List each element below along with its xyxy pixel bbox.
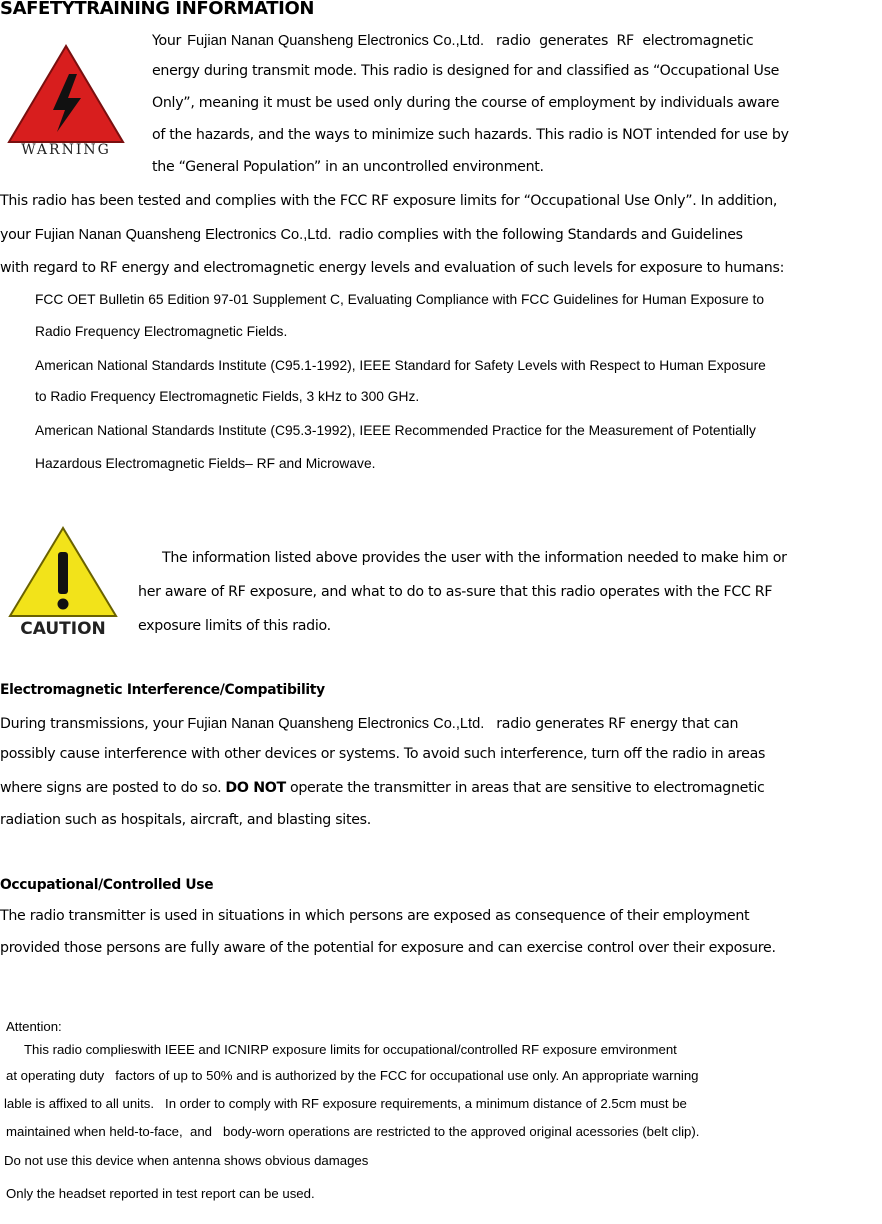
occupational-heading: Occupational/Controlled Use xyxy=(0,877,214,893)
attention-line-3: lable is affixed to all units. In order to comply with RF exposure requirements, a minimum distance of 2.5cm must be xyxy=(4,1096,687,1111)
standard-3-line-2: Hazardous Electromagnetic Fields– RF and Microwave. xyxy=(35,456,376,471)
standard-2-line-1: American National Standards Institute (C95.1-1992), IEEE Standard for Safety Levels with Respect to Human Exposure xyxy=(35,358,766,373)
caution-line-3: exposure limits of this radio. xyxy=(138,618,331,634)
warning-label: WARNING xyxy=(21,142,111,158)
compliance-line-2-start: your xyxy=(0,227,31,243)
occupational-line-1: The radio transmitter is used in situations in which persons are exposed as consequence of their employment xyxy=(0,908,750,924)
company-name: Fujian Nanan Quansheng Electronics Co.,Ltd. xyxy=(34,227,332,243)
standard-3-line-1: American National Standards Institute (C95.3-1992), IEEE Recommended Practice for the Measurement of Potentially xyxy=(35,423,756,438)
intro-line-4: of the hazards, and the ways to minimize such hazards. This radio is NOT intended for use by xyxy=(152,127,789,143)
compliance-line-2-end: radio complies with the following Standards and Guidelines xyxy=(338,227,743,243)
emi-line-2: possibly cause interference with other devices or systems. To avoid such interference, turn off the radio in areas xyxy=(0,746,766,762)
standard-1-line-2: Radio Frequency Electromagnetic Fields. xyxy=(35,324,288,339)
attention-line-2: at operating duty factors of up to 50% and is authorized by the FCC for occupational use only. An appropriate warning xyxy=(6,1068,699,1083)
caution-line-1: The information listed above provides the user with the information needed to make him or xyxy=(162,550,787,566)
exclamation-bar-icon xyxy=(58,552,68,594)
warning-icon xyxy=(3,40,129,158)
caution-label: CAUTION xyxy=(20,619,106,638)
compliance-line-1: This radio has been tested and complies with the FCC RF exposure limits for “Occupational Use Only”. In addition, xyxy=(0,193,778,209)
attention-line-1: This radio complieswith IEEE and ICNIRP exposure limits for occupational/controlled RF exposure emvironment xyxy=(24,1042,677,1057)
company-name: Fujian Nanan Quansheng Electronics Co.,Ltd. xyxy=(187,33,485,49)
emi-line-1-end: radio generates RF energy that can xyxy=(496,716,739,732)
caution-line-2: her aware of RF exposure, and what to do to as-sure that this radio operates with the FCC RF xyxy=(138,584,773,600)
intro-line-2: energy during transmit mode. This radio is designed for and classified as “Occupational Use xyxy=(152,63,780,79)
attention-line-6: Only the headset reported in test report can be used. xyxy=(6,1186,315,1201)
emi-line-3-end: operate the transmitter in areas that are sensitive to electromagnetic xyxy=(289,780,765,796)
emi-heading: Electromagnetic Interference/Compatibility xyxy=(0,682,325,698)
intro-line-1-start: Your xyxy=(152,33,182,49)
occupational-line-2: provided those persons are fully aware of the potential for exposure and can exercise control over their exposure. xyxy=(0,940,776,956)
compliance-line-3: with regard to RF energy and electromagnetic energy levels and evaluation of such levels for exposure to humans: xyxy=(0,260,785,276)
emi-line-4: radiation such as hospitals, aircraft, and blasting sites. xyxy=(0,812,371,828)
compliance-line-2 xyxy=(0,226,743,244)
attention-heading: Attention: xyxy=(6,1019,62,1034)
emi-line-3-start: where signs are posted to do so. xyxy=(0,780,222,796)
do-not-emphasis: DO NOT xyxy=(225,780,286,796)
emi-line-3 xyxy=(0,779,765,797)
emi-line-1 xyxy=(0,715,738,733)
standard-1-line-1: FCC OET Bulletin 65 Edition 97-01 Supplement C, Evaluating Compliance with FCC Guidelines for Human Exposure to xyxy=(35,292,765,307)
intro-line-1 xyxy=(152,32,753,50)
intro-line-1-end: radio generates RF electromagnetic xyxy=(496,33,754,49)
emi-line-1-start: During transmissions, your xyxy=(0,716,184,732)
intro-line-3: Only”, meaning it must be used only during the course of employment by individuals aware xyxy=(152,95,780,111)
standard-2-line-2: to Radio Frequency Electromagnetic Fields, 3 kHz to 300 GHz. xyxy=(35,389,420,404)
caution-icon xyxy=(6,524,120,638)
attention-line-4: maintained when held-to-face, and body-worn operations are restricted to the approved original acessories (belt clip). xyxy=(6,1124,700,1139)
company-name: Fujian Nanan Quansheng Electronics Co.,Ltd. xyxy=(187,716,485,732)
attention-line-5: Do not use this device when antenna shows obvious damages xyxy=(4,1153,369,1168)
exclamation-dot-icon xyxy=(58,599,69,610)
intro-line-5: the “General Population” in an uncontrolled environment. xyxy=(152,159,544,175)
page-title: SAFETYTRAINING INFORMATION xyxy=(0,0,315,19)
